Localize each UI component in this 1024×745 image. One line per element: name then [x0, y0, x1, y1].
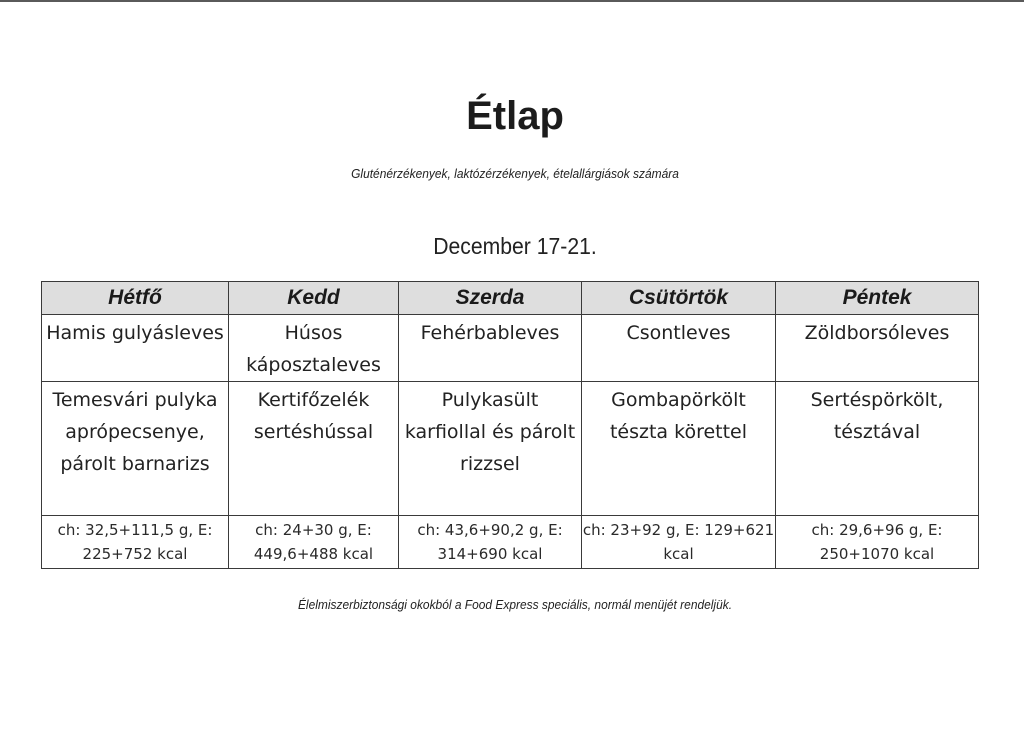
footer-note: Élelmiszerbiztonsági okokból a Food Express speciális, normál menüjét rendeljük. — [297, 597, 733, 612]
nutrition-wednesday: ch: 43,6+90,2 g, E: 314+690 kcal — [399, 516, 582, 569]
nutrition-row — [42, 516, 979, 569]
main-cell-monday — [42, 382, 229, 516]
soup-wednesday: Fehérbableves — [420, 322, 560, 344]
page-subtitle: Gluténérzékenyek, laktózérzékenyek, ételallárgiások számára — [351, 166, 679, 181]
main-cell-thursday — [582, 382, 776, 516]
day-header-thursday: Csütörtök — [582, 282, 776, 315]
main-course-row — [42, 382, 979, 516]
day-header-wednesday: Szerda — [399, 282, 582, 315]
main-tuesday: Kertifőzelék sertéshússal — [253, 389, 374, 443]
nutrition-friday: ch: 29,6+96 g, E: 250+1070 kcal — [776, 516, 979, 569]
date-range: December 17-21. — [433, 233, 597, 259]
page-title: Étlap — [466, 94, 564, 138]
top-border-line — [0, 0, 1024, 2]
soup-cell-monday — [42, 315, 229, 382]
main-cell-friday — [776, 382, 979, 516]
nutrition-tuesday: ch: 24+30 g, E: 449,6+488 kcal — [229, 516, 399, 569]
soup-row — [42, 315, 979, 382]
main-thursday: Gombapörkölt tészta körettel — [609, 389, 748, 443]
soup-cell-tuesday — [229, 315, 399, 382]
soup-cell-friday — [776, 315, 979, 382]
soup-cell-thursday — [582, 315, 776, 382]
day-header-friday: Péntek — [776, 282, 979, 315]
main-friday: Sertéspörkölt, tésztával — [810, 389, 944, 443]
weekly-menu-table — [41, 281, 979, 569]
soup-tuesday: Húsos káposztaleves — [246, 322, 381, 376]
day-header-monday: Hétfő — [42, 282, 229, 315]
main-monday: Temesvári pulyka aprópecsenye, párolt barnarizs — [52, 389, 218, 475]
nutrition-monday: ch: 32,5+111,5 g, E: 225+752 kcal — [42, 516, 229, 569]
soup-cell-wednesday — [399, 315, 582, 382]
day-header-row — [42, 282, 979, 315]
main-cell-tuesday — [229, 382, 399, 516]
nutrition-thursday: ch: 23+92 g, E: 129+621 kcal — [582, 516, 776, 569]
soup-monday: Hamis gulyásleves — [46, 322, 224, 344]
main-wednesday: Pulykasült karfiollal és párolt rizzsel — [404, 389, 576, 475]
day-header-tuesday: Kedd — [229, 282, 399, 315]
main-cell-wednesday — [399, 382, 582, 516]
soup-thursday: Csontleves — [626, 322, 731, 344]
soup-friday: Zöldborsóleves — [804, 322, 950, 344]
